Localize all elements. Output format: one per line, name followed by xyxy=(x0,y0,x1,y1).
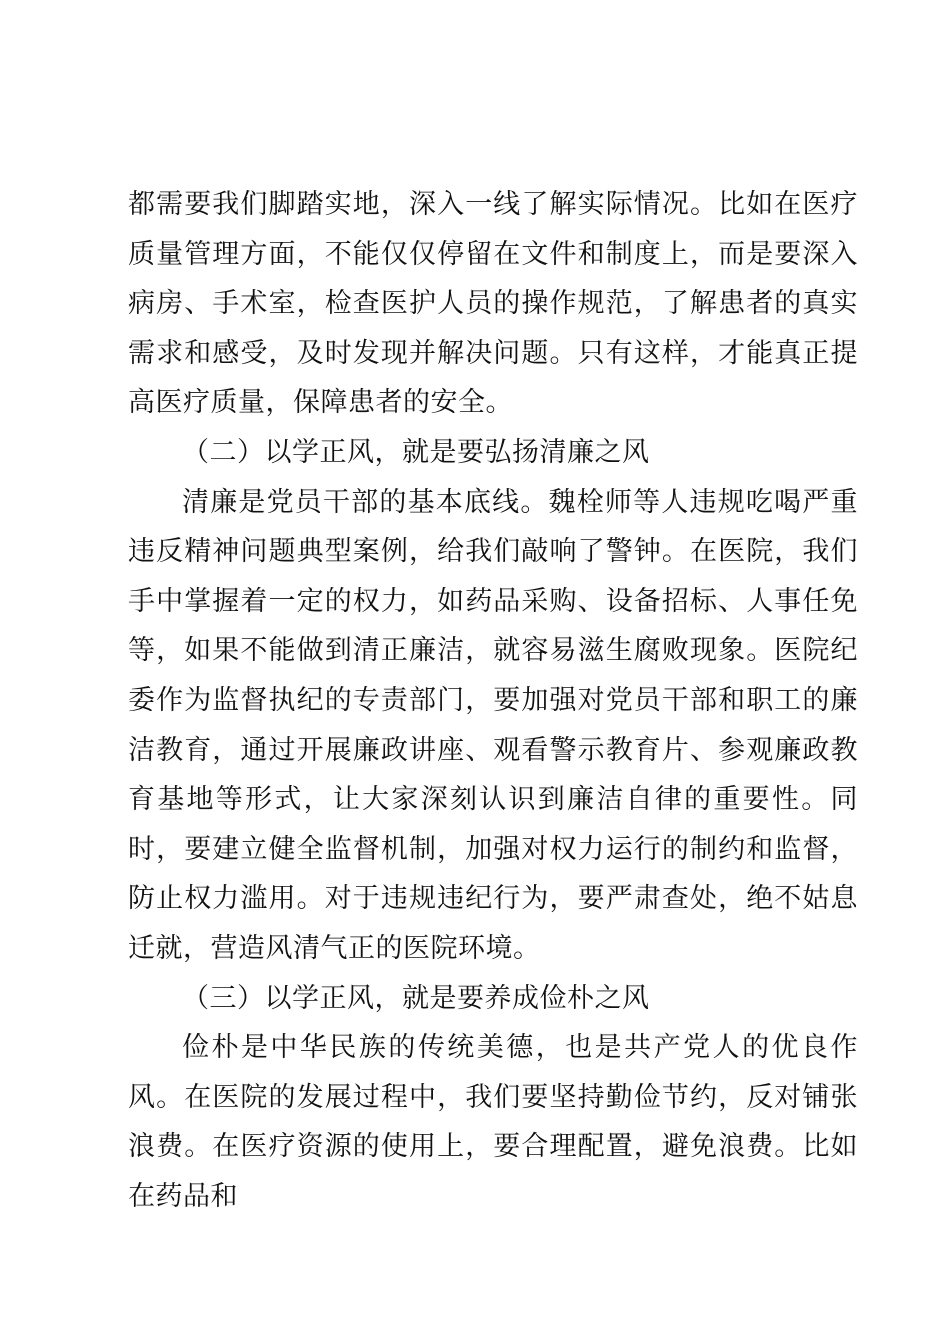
section-heading-3: （三）以学正风，就是要养成俭朴之风 xyxy=(182,982,650,1014)
section-heading-2: （二）以学正风，就是要弘扬清廉之风 xyxy=(182,436,650,468)
document-page xyxy=(128,180,858,1221)
paragraph-continuation: 都需要我们脚踏实地，深入一线了解实际情况。比如在医疗质量管理方面，不能仅仅停留在文件和制度上，而是要深入病房、手术室，检查医护人员的操作规范，了解患者的真实需求和感受，及时发现并解决问题。只有这样，才能真正提高医疗质量，保障患者的安全。 xyxy=(128,189,858,419)
paragraph-frugality: 俭朴是中华民族的传统美德，也是共产党人的优良作风。在医院的发展过程中，我们要坚持勤俭节约，反对铺张浪费。在医疗资源的使用上，要合理配置，避免浪费。比如在药品和 xyxy=(128,1032,858,1212)
paragraph-integrity: 清廉是党员干部的基本底线。魏栓师等人违规吃喝严重违反精神问题典型案例，给我们敲响了警钟。在医院，我们手中掌握着一定的权力，如药品采购、设备招标、人事任免等，如果不能做到清正廉洁，就容易滋生腐败现象。医院纪委作为监督执纪的专责部门，要加强对党员干部和职工的廉洁教育，通过开展廉政讲座、观看警示教育片、参观廉政教育基地等形式，让大家深刻认识到廉洁自律的重要性。同时，要建立健全监督机制，加强对权力运行的制约和监督，防止权力滥用。对于违规违纪行为，要严肃查处，绝不姑息迁就，营造风清气正的医院环境。 xyxy=(128,486,858,964)
